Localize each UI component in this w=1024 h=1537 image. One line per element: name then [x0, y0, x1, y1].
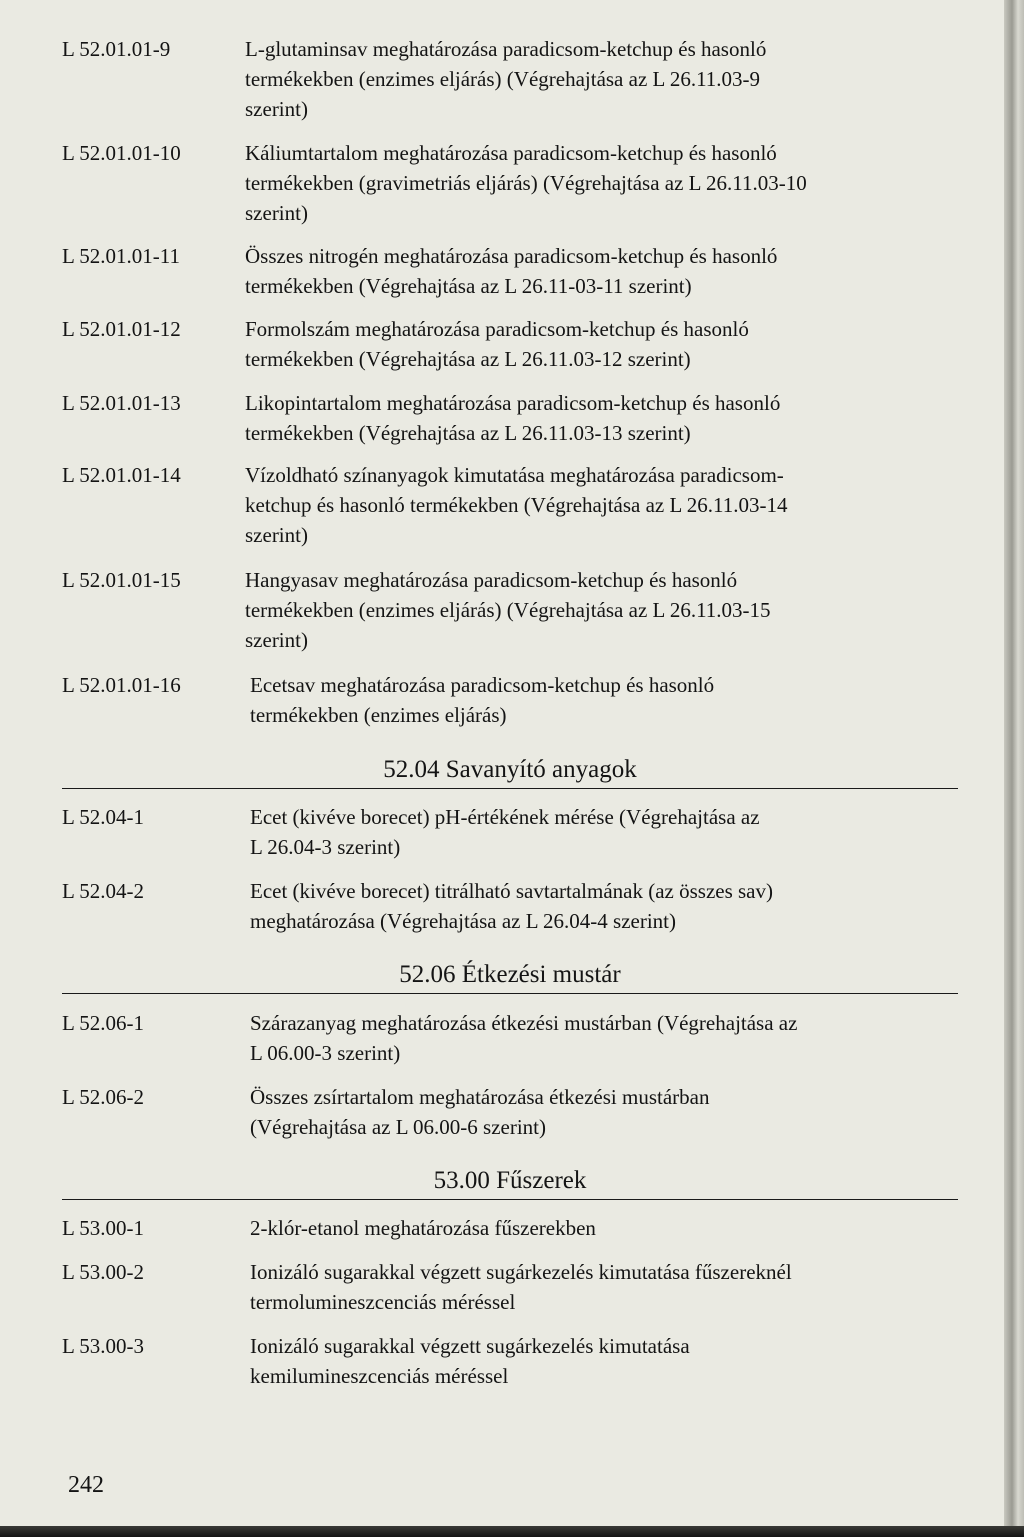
- description-line: (Végrehajtása az L 06.00-6 szerint): [250, 1115, 546, 1139]
- entry-description: [250, 670, 960, 730]
- entry-description: [245, 34, 960, 124]
- entry-description: [250, 1331, 960, 1391]
- section-rule: [62, 993, 958, 994]
- entry-code: L 52.01.01-16: [62, 673, 181, 697]
- entry-code: L 52.01.01-14: [62, 463, 181, 487]
- entry-code: L 52.04-1: [62, 805, 145, 829]
- entry-code: L 52.01.01-11: [62, 244, 181, 268]
- description-line: szerint): [245, 201, 308, 225]
- entry-code: L 53.00-3: [62, 1334, 145, 1358]
- entry-code: L 52.01.01-13: [62, 391, 181, 415]
- entry-code: L 52.06-1: [62, 1011, 145, 1035]
- description-line: 2-klór-etanol meghatározása fűszerekben: [250, 1216, 596, 1240]
- description-line: Formolszám meghatározása paradicsom-ketchup és hasonló: [245, 317, 749, 341]
- entry-description: [250, 1213, 960, 1243]
- entry-code: L 53.00-2: [62, 1260, 145, 1284]
- description-line: L-glutaminsav meghatározása paradicsom-ketchup és hasonló: [245, 37, 767, 61]
- description-line: Ionizáló sugarakkal végzett sugárkezelés kimutatása: [250, 1334, 690, 1358]
- section-heading: 53.00 Fűszerek: [433, 1167, 587, 1194]
- description-line: termékekben (Végrehajtása az L 26.11.03-13 szerint): [245, 421, 691, 445]
- description-line: Összes nitrogén meghatározása paradicsom-ketchup és hasonló: [245, 244, 778, 268]
- entry-description: [250, 1082, 960, 1142]
- description-line: Ecet (kivéve borecet) titrálható savtartalmának (az összes sav): [250, 879, 774, 903]
- description-line: szerint): [245, 523, 308, 547]
- description-line: Ecetsav meghatározása paradicsom-ketchup és hasonló: [250, 673, 715, 697]
- section-rule: [62, 788, 958, 789]
- description-line: termékekben (gravimetriás eljárás) (Végrehajtása az L 26.11.03-10: [245, 171, 807, 195]
- description-line: Vízoldható színanyagok kimutatása meghatározása paradicsom-: [245, 463, 784, 487]
- entry-code: L 52.01.01-15: [62, 568, 181, 592]
- entry-code: L 52.01.01-9: [62, 37, 171, 61]
- entry-description: [245, 138, 960, 228]
- entry-code: L 52.04-2: [62, 879, 145, 903]
- entry-description: [250, 1257, 960, 1317]
- description-line: termékekben (enzimes eljárás): [250, 703, 507, 727]
- entry-code: L 52.01.01-10: [62, 141, 181, 165]
- description-line: Likopintartalom meghatározása paradicsom-ketchup és hasonló: [245, 391, 781, 415]
- section-heading: 52.06 Étkezési mustár: [399, 961, 621, 988]
- description-line: termékekben (enzimes eljárás) (Végrehajtása az L 26.11.03-15: [245, 598, 771, 622]
- entry-code: L 52.01.01-12: [62, 317, 181, 341]
- description-line: Hangyasav meghatározása paradicsom-ketchup és hasonló: [245, 568, 738, 592]
- page-number: 242: [68, 1472, 104, 1498]
- description-line: Káliumtartalom meghatározása paradicsom-ketchup és hasonló: [245, 141, 777, 165]
- entry-description: [245, 565, 960, 655]
- scan-bottom-edge: [0, 1526, 1024, 1537]
- entry-code: L 53.00-1: [62, 1216, 145, 1240]
- entry-code: L 52.06-2: [62, 1085, 145, 1109]
- description-line: termolumineszcenciás méréssel: [250, 1290, 516, 1314]
- entry-description: [245, 388, 960, 448]
- entry-description: [250, 1008, 960, 1068]
- description-line: Ionizáló sugarakkal végzett sugárkezelés kimutatása fűszereknél: [250, 1260, 792, 1284]
- description-line: L 26.04-3 szerint): [250, 835, 401, 859]
- page-edge: [1004, 0, 1024, 1526]
- entry-description: [245, 460, 960, 550]
- entry-description: [245, 241, 960, 301]
- entry-description: [250, 876, 960, 936]
- section-rule: [62, 1199, 958, 1200]
- entry-description: [245, 314, 960, 374]
- description-line: ketchup és hasonló termékekben (Végrehajtása az L 26.11.03-14: [245, 493, 788, 517]
- description-line: termékekben (enzimes eljárás) (Végrehajtása az L 26.11.03-9: [245, 67, 761, 91]
- description-line: kemilumineszcenciás méréssel: [250, 1364, 509, 1388]
- description-line: szerint): [245, 628, 308, 652]
- entry-description: [250, 802, 960, 862]
- description-line: Összes zsírtartalom meghatározása étkezési mustárban: [250, 1085, 710, 1109]
- description-line: Szárazanyag meghatározása étkezési mustárban (Végrehajtása az: [250, 1011, 798, 1035]
- description-line: termékekben (Végrehajtása az L 26.11-03-11 szerint): [245, 274, 692, 298]
- section-heading: 52.04 Savanyító anyagok: [383, 756, 637, 783]
- description-line: Ecet (kivéve borecet) pH-értékének mérése (Végrehajtása az: [250, 805, 760, 829]
- description-line: szerint): [245, 97, 308, 121]
- description-line: termékekben (Végrehajtása az L 26.11.03-12 szerint): [245, 347, 691, 371]
- description-line: meghatározása (Végrehajtása az L 26.04-4 szerint): [250, 909, 677, 933]
- description-line: L 06.00-3 szerint): [250, 1041, 401, 1065]
